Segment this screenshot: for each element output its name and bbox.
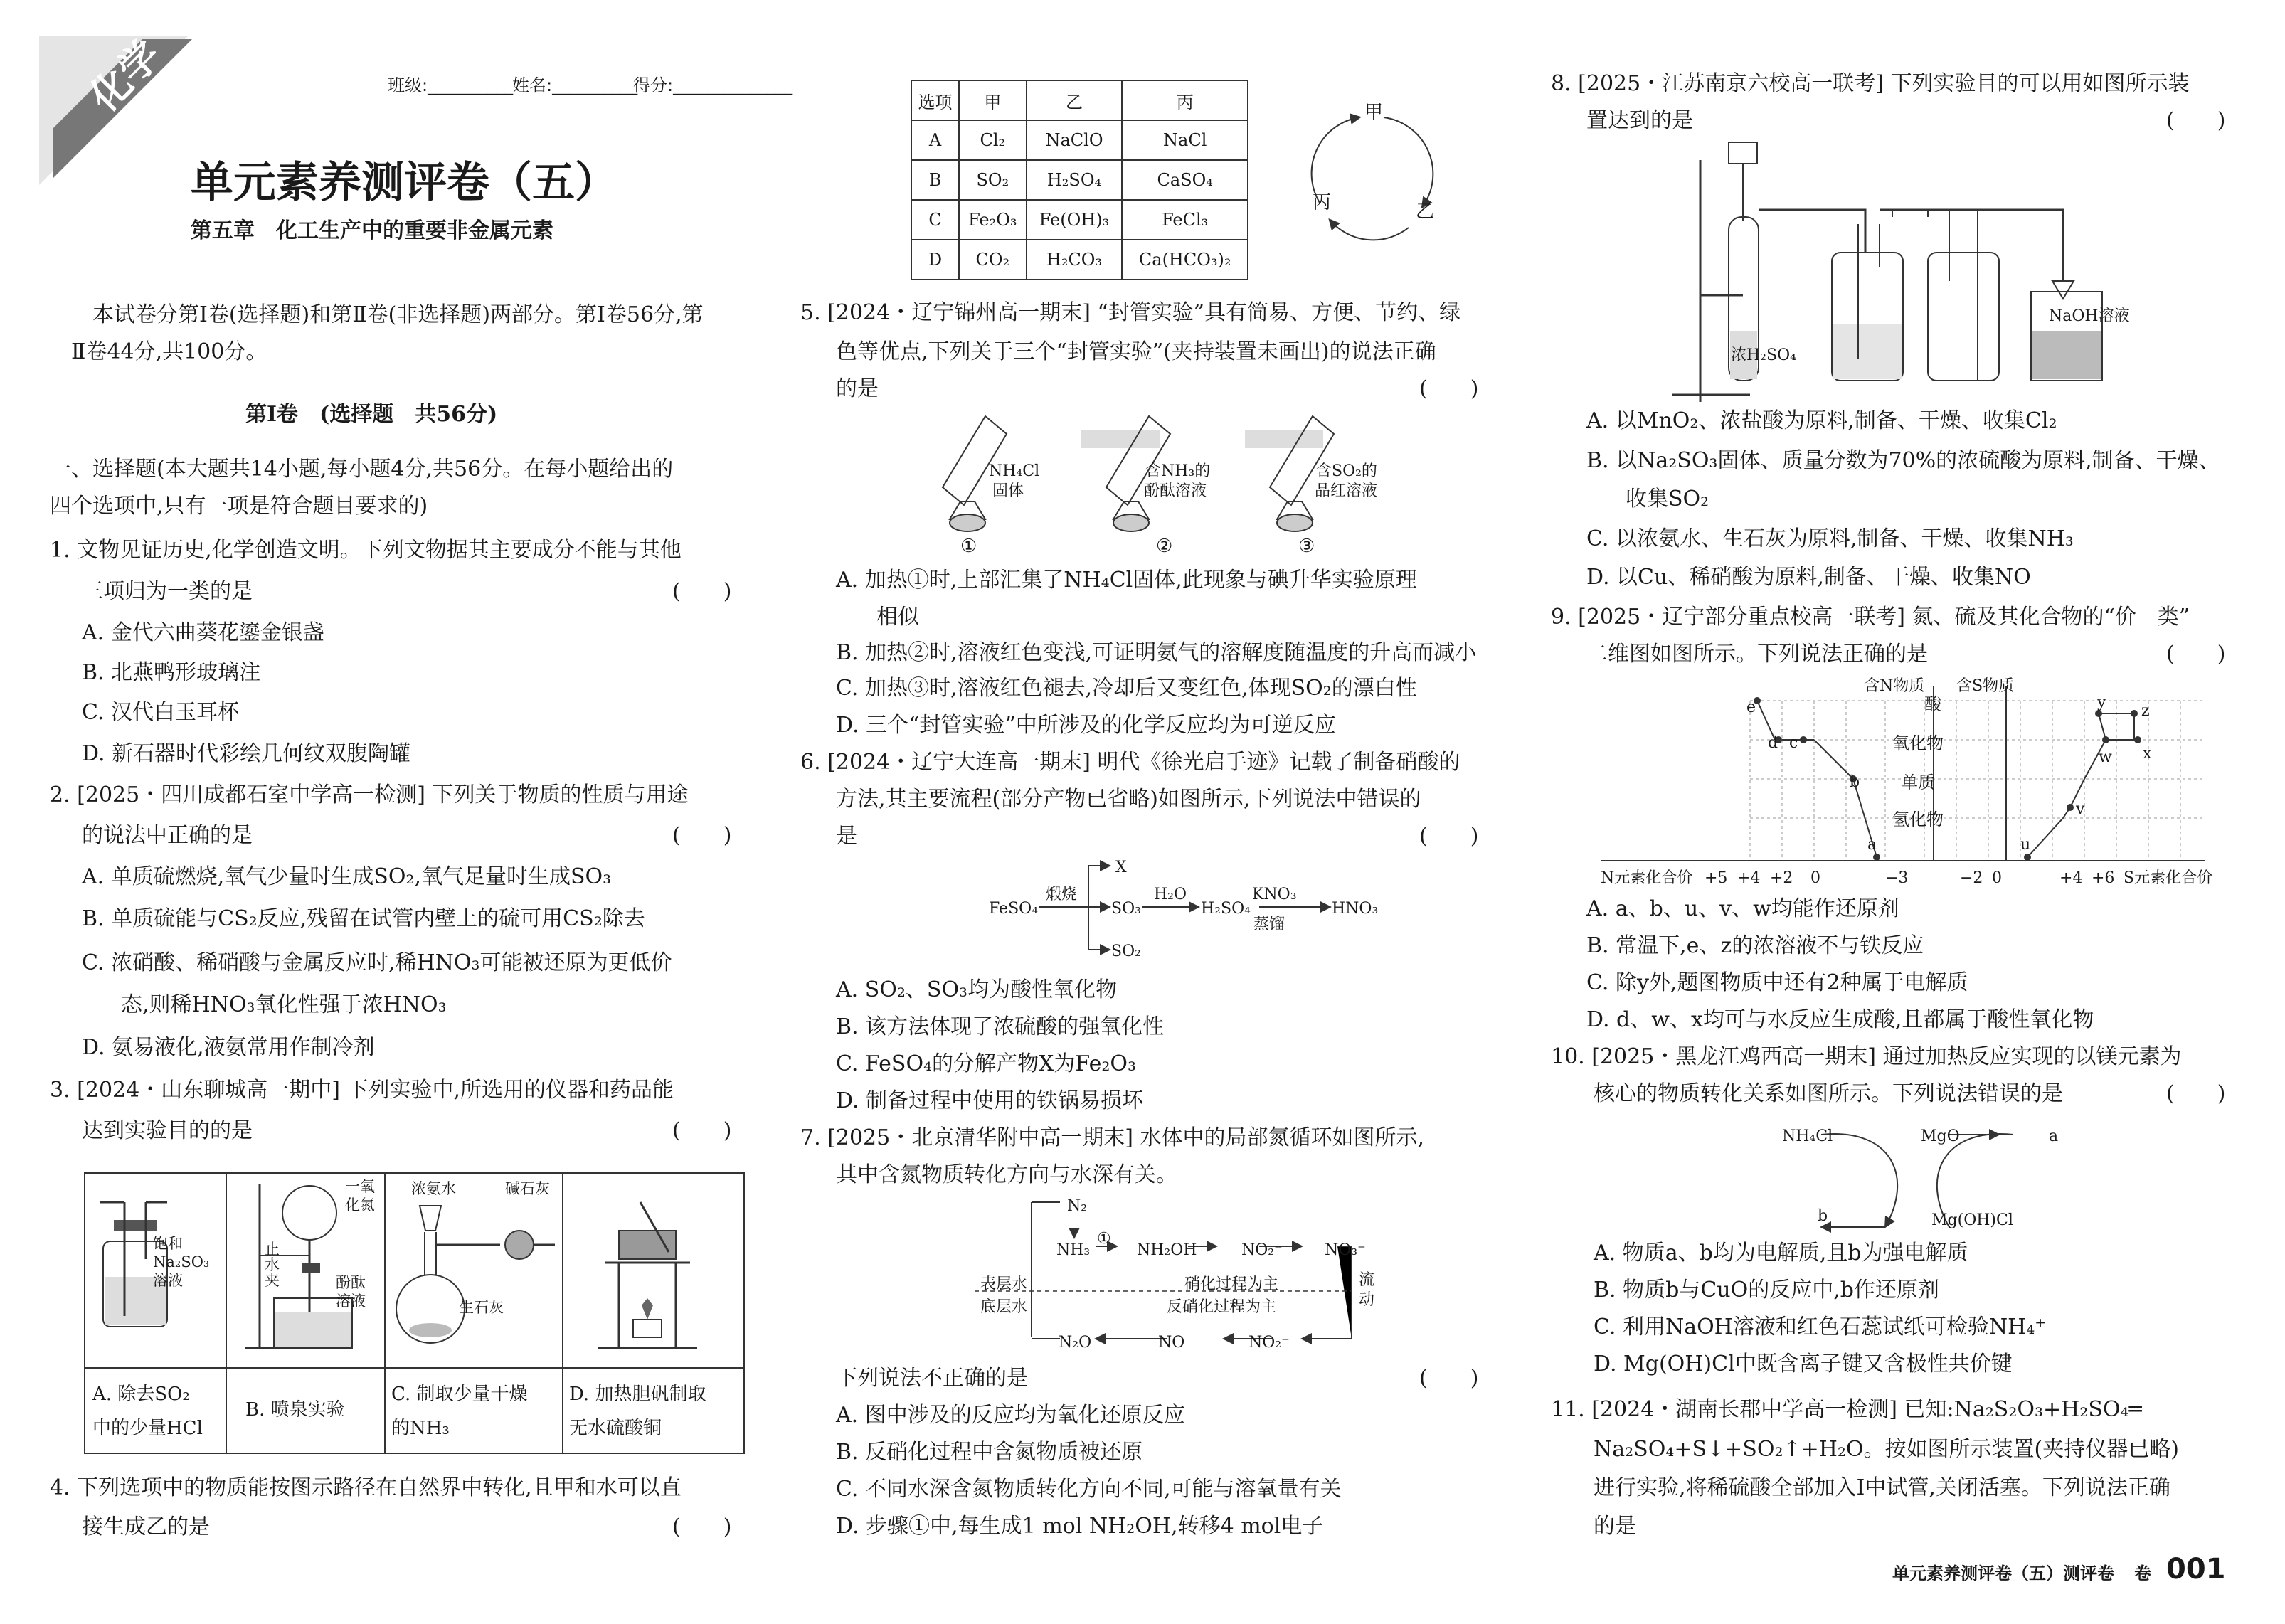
q3-apparatus-table [84,1172,745,1454]
q7-option-b[interactable]: B. 反硝化过程中含氮物质被还原 [836,1440,1143,1465]
flow-calcine: 煅烧 [1046,886,1078,903]
q3-option-a[interactable]: A. 除去SO₂ [92,1384,190,1405]
flow-so2: SO₂ [1111,943,1141,960]
q5-option-a[interactable]: A. 加热①时,上部汇集了NH₄Cl固体,此现象与碘升华实验原理 [836,568,1417,593]
q8-option-c[interactable]: C. 以浓氨水、生石灰为原料,制备、干燥、收集NH₃ [1586,526,2074,551]
y-label-left: 含N物质 [1864,677,1925,695]
category-acid: 酸 [1924,694,1941,714]
point-y: y [2097,694,2106,711]
q3-stem-2: 达到实验目的的是 [82,1118,253,1143]
tube1-label-1: NH₄Cl [989,462,1040,480]
table-cell: D [911,240,959,280]
cycle-label-yi: 乙 [1416,201,1435,223]
heating-figure [576,1195,733,1362]
page-subtitle: 第五章 化工生产中的重要非金属元素 [191,218,553,243]
a-label: a [2049,1127,2059,1145]
step1-label: ① [1097,1230,1111,1248]
q8-option-b-cont: 收集SO₂ [1626,487,1709,511]
q1-stem-2: 三项归为一类的是 [82,579,253,604]
point-u: u [2020,836,2031,854]
no2-bottom-label: NO₂⁻ [1248,1334,1290,1352]
point-w: w [2099,748,2112,766]
flow-x: X [1115,859,1127,876]
q8-stem: 8. [2025・江苏南京六校高一联考] 下列实验目的可以用如图所示装 [1551,71,2190,96]
gas-apparatus-figure [1658,139,2120,402]
x-label-right: S元素化合价 [2124,869,2213,887]
q5-stem-3: 的是 [836,376,879,401]
surface-water-label: 表层水 [980,1275,1028,1293]
denitrification-label: 反硝化过程为主 [1167,1298,1277,1316]
tube1-number: ① [960,536,977,557]
q5-stem-2: 色等优点,下列关于三个“封管实验”(夹持装置未画出)的说法正确 [836,339,1436,364]
tick-label: 0 [1810,869,1820,887]
table-cell: NaCl [1122,120,1248,160]
footer-volume: 卷 [2134,1564,2151,1583]
ammonia-figure [388,1177,562,1362]
q1-option-d[interactable]: D. 新石器时代彩绘几何纹双腹陶罐 [82,741,411,766]
q6-option-b[interactable]: B. 该方法体现了浓硫酸的强氧化性 [836,1014,1165,1039]
q6-stem-2: 方法,其主要流程(部分产物已省略)如图所示,下列说法中错误的 [836,787,1421,812]
tick-label: +5 [1705,869,1728,887]
tick-label: +2 [1770,869,1793,887]
q1-option-a[interactable]: A. 金代六曲葵花鎏金银盏 [82,620,324,645]
q4-stem: 4. 下列选项中的物质能按图示路径在自然界中转化,且甲和水可以直 [50,1475,682,1500]
flow-kno3: KNO₃ [1252,886,1297,903]
q11-stem-2: Na₂SO₄+S↓+SO₂↑+H₂O。按如图所示装置(夹持仪器已略) [1594,1437,2179,1462]
tube2-label-1: 含NH₃的 [1145,462,1211,480]
flow-distill: 蒸馏 [1253,916,1285,933]
flow-h2o: H₂O [1154,886,1187,903]
q4-stem-2: 接生成乙的是 [82,1514,210,1539]
table-cell: C [911,200,959,240]
no2-label: NO₂⁻ [1241,1241,1283,1259]
q3-option-d[interactable]: D. 加热胆矾制取 [569,1384,706,1405]
q6-option-a[interactable]: A. SO₂、SO₃均为酸性氧化物 [836,977,1118,1002]
q7-stem-2: 其中含氮物质转化方向与水深有关。 [836,1162,1177,1187]
q2-option-b[interactable]: B. 单质硫能与CS₂反应,残留在试管内壁上的硫可用CS₂除去 [82,906,645,931]
q8-option-d[interactable]: D. 以Cu、稀硝酸为原料,制备、干燥、收集NO [1586,565,2031,590]
n2o-label: N₂O [1059,1334,1092,1352]
instruction-line-2: 四个选项中,只有一项是符合题目要求的) [50,494,428,519]
fig-c-label-3: 生石灰 [459,1299,504,1316]
q3-stem: 3. [2024・山东聊城高一期中] 下列实验中,所选用的仪器和药品能 [50,1078,674,1103]
table-cell: A [911,120,959,160]
point-a: a [1867,836,1877,854]
q2-option-c[interactable]: C. 浓硝酸、稀硝酸与金属反应时,稀HNO₃可能被还原为更低价 [82,950,672,975]
fig-b-label-1: 一氧化氮 [345,1178,375,1214]
tick-label: 0 [1992,869,2002,887]
q2-option-a[interactable]: A. 单质硫燃烧,氧气少量时生成SO₂,氧气足量时生成SO₃ [82,864,612,889]
flow-h2so4: H₂SO₄ [1201,900,1251,918]
tick-label: +4 [1737,869,1761,887]
point-c: c [1789,734,1798,752]
tick-label: +6 [2092,869,2115,887]
q3-option-c-cont: 的NH₃ [391,1418,450,1439]
point-z: z [2141,702,2150,720]
q5-answer-paren[interactable]: ( ) [1419,376,1479,401]
flow-so3: SO₃ [1111,900,1141,918]
q5-stem: 5. [2024・辽宁锦州高一期末] “封管实验”具有简易、方便、节约、绿 [800,300,1461,325]
q7-stem: 7. [2025・北京清华附中高一期末] 水体中的局部氮循环如图所示, [800,1125,1424,1150]
cycle-label-jia: 甲 [1364,102,1384,123]
q9-stem-2: 二维图如图所示。下列说法正确的是 [1586,642,1928,667]
point-b: b [1850,773,1860,791]
q1-answer-paren[interactable]: ( ) [672,579,732,604]
q1-option-b[interactable]: B. 北燕鸭形玻璃注 [82,660,261,685]
q9-option-a[interactable]: A. a、b、u、v、w均能作还原剂 [1586,896,1899,921]
h2so4-label: 浓H₂SO₄ [1731,346,1796,364]
intro-line-1: 本试卷分第Ⅰ卷(选择题)和第Ⅱ卷(非选择题)两部分。第Ⅰ卷56分,第 [92,302,704,327]
naoh-label: NaOH溶液 [2049,307,2130,325]
point-v: v [2076,800,2085,818]
point-d: d [1768,734,1778,752]
tube1-label-2: 固体 [992,482,1024,500]
instruction-line-1: 一、选择题(本大题共14小题,每小题4分,共56分。在每小题给出的 [50,457,674,482]
table-cell: Cl₂ [959,120,1027,160]
category-element: 单质 [1901,773,1935,792]
score-field[interactable]: 得分:______________ [633,75,793,95]
q10-stem-2: 核心的物质转化关系如图所示。下列说法错误的是 [1594,1081,2063,1106]
name-field[interactable]: 姓名:__________ [512,75,638,95]
q6-stem: 6. [2024・辽宁大连高一期末] 明代《徐光启手迹》记载了制备硝酸的 [800,750,1460,775]
n2-label: N₂ [1067,1197,1088,1215]
flow-feso4: FeSO₄ [989,900,1039,918]
x-label-left: N元素化合价 [1601,869,1693,887]
nh2oh-label: NH₂OH [1137,1241,1197,1259]
q9-stem: 9. [2025・辽宁部分重点校高一联考] 氮、硫及其化合物的“价 类” [1551,605,2190,630]
q10-option-d[interactable]: D. Mg(OH)Cl中既含离子键又含极性共价键 [1594,1352,2013,1376]
q3-option-a-cont: 中的少量HCl [92,1418,203,1439]
page-title: 单元素养测评卷（五） [191,158,617,208]
q6-option-c[interactable]: C. FeSO₄的分解产物X为Fe₂O₃ [836,1051,1136,1076]
table-cell: Fe(OH)₃ [1027,200,1123,240]
point-x: x [2143,745,2152,763]
q6-option-d[interactable]: D. 制备过程中使用的铁锅易损坏 [836,1088,1144,1113]
tick-label: −2 [1960,869,1983,887]
q9-answer-paren[interactable]: ( ) [2166,642,2226,667]
q9-option-b[interactable]: B. 常温下,e、z的浓溶液不与铁反应 [1586,933,1924,958]
point-e: e [1746,699,1756,716]
subject-ribbon [0,0,213,213]
no-label: NO [1158,1334,1185,1352]
q4-options-table [911,80,1248,280]
q11-stem: 11. [2024・湖南长郡中学高一检测] 已知:Na₂S₂O₃+H₂SO₄═ [1551,1397,2142,1422]
q1-stem: 1. 文物见证历史,化学创造文明。下列文物据其主要成分不能与其他 [50,538,682,563]
q2-answer-paren[interactable]: ( ) [672,823,732,848]
fig-c-label-2: 碱石灰 [505,1180,550,1197]
tube3-label-1: 含SO₂的 [1316,462,1377,480]
table-cell: FeCl₃ [1122,200,1248,240]
tube2-number: ② [1156,536,1173,557]
table-header: 乙 [1027,80,1123,120]
page-number: 001 [2166,1553,2226,1586]
q8-answer-paren[interactable]: ( ) [2166,108,2226,133]
nitrification-label: 硝化过程为主 [1184,1275,1279,1293]
footer-title: 单元素养测评卷（五） [1892,1564,2063,1583]
q2-option-c-cont: 态,则稀HNO₃氧化性强于浓HNO₃ [121,992,447,1017]
flow-label: 流动 [1359,1271,1375,1309]
mgohcl-label: Mg(OH)Cl [1931,1211,2013,1229]
q7-option-a[interactable]: A. 图中涉及的反应均为氧化还原反应 [836,1403,1185,1428]
q7-option-c[interactable]: C. 不同水深含氮物质转化方向不同,可能与溶氧量有关 [836,1477,1342,1502]
q9-option-d[interactable]: D. d、w、x均可与水反应生成酸,且都属于酸性氧化物 [1586,1007,2094,1032]
q2-option-d[interactable]: D. 氨易液化,液氨常用作制冷剂 [82,1035,375,1060]
q10-option-a[interactable]: A. 物质a、b均为电解质,且b为强电解质 [1594,1241,1968,1265]
table-cell: Ca(HCO₃)₂ [1122,240,1248,280]
q7-ask: 下列说法不正确的是 [836,1366,1028,1391]
tube2-label-2: 酚酞溶液 [1144,482,1207,500]
q10-option-b[interactable]: B. 物质b与CuO的反应中,b作还原剂 [1594,1278,1939,1302]
subject-tag: 化学 [80,31,171,121]
category-oxide: 氧化物 [1892,733,1944,753]
y-label-right: 含S物质 [1956,677,2015,695]
fig-c-label-1: 浓氨水 [411,1180,456,1197]
bottom-water-label: 底层水 [980,1298,1028,1316]
tick-label: +4 [2059,869,2083,887]
nh4cl-label: NH₄Cl [1782,1127,1833,1145]
q3-option-b[interactable]: B. 喷泉实验 [245,1399,345,1421]
fig-b-label-3: 酚酞溶液 [336,1274,366,1310]
fig-a-label: 饱和Na₂SO₃溶液 [153,1235,210,1289]
table-header: 选项 [911,80,959,120]
q11-stem-3: 进行实验,将稀硫酸全部加入Ⅰ中试管,关闭活塞。下列说法正确 [1594,1475,2170,1500]
q10-option-c[interactable]: C. 利用NaOH溶液和红色石蕊试纸可检验NH₄⁺ [1594,1315,2047,1339]
q3-option-c[interactable]: C. 制取少量干燥 [391,1384,528,1405]
tube3-label-2: 品红溶液 [1315,482,1378,500]
q8-option-a[interactable]: A. 以MnO₂、浓盐酸为原料,制备、干燥、收集Cl₂ [1586,408,2057,433]
table-cell: H₂CO₃ [1027,240,1123,280]
q5-option-d[interactable]: D. 三个“封管实验”中所涉及的化学反应均为可逆反应 [836,713,1336,738]
cycle-label-bing: 丙 [1313,192,1332,213]
q5-option-b[interactable]: B. 加热②时,溶液红色变浅,可证明氨气的溶解度随温度的升高而减小 [836,640,1477,665]
class-field[interactable]: 班级:__________ [388,75,514,95]
q2-stem-2: 的说法中正确的是 [82,823,253,848]
q6-stem-3: 是 [836,824,857,849]
tick-label: −3 [1885,869,1909,887]
intro-line-2: Ⅱ卷44分,共100分。 [71,339,267,364]
q6-answer-paren[interactable]: ( ) [1419,824,1479,849]
table-header: 丙 [1122,80,1248,120]
flow-hno3: HNO₃ [1332,900,1379,918]
footer-type: 测评卷 [2063,1564,2114,1583]
table-cell: B [911,160,959,200]
table-header: 甲 [959,80,1027,120]
table-cell: CaSO₄ [1122,160,1248,200]
q5-option-a-cont: 相似 [876,605,919,630]
q8-stem-2: 置达到的是 [1586,108,1693,133]
table-cell: H₂SO₄ [1027,160,1123,200]
mgo-label: MgO [1921,1127,1960,1145]
section-title: 第Ⅰ卷 (选择题 共56分) [245,402,498,427]
q8-option-b[interactable]: B. 以Na₂SO₃固体、质量分数为70%的浓硫酸为原料,制备、干燥、 [1586,448,2220,473]
fig-b-label-2: 止水夹 [265,1241,280,1289]
table-cell: CO₂ [959,240,1027,280]
q11-stem-4: 的是 [1594,1514,1636,1539]
b-label: b [1818,1207,1828,1225]
nitric-acid-flow [989,857,1387,971]
q10-stem: 10. [2025・黑龙江鸡西高一期末] 通过加热反应实现的以镁元素为 [1551,1044,2182,1069]
no3-label: NO₃⁻ [1325,1241,1366,1259]
q9-option-c[interactable]: C. 除y外,题图物质中还有2种属于电解质 [1586,970,1968,995]
q7-option-d[interactable]: D. 步骤①中,每生成1 mol NH₂OH,转移4 mol电子 [836,1514,1324,1539]
q2-stem: 2. [2025・四川成都石室中学高一检测] 下列关于物质的性质与用途 [50,782,689,807]
q7-answer-paren[interactable]: ( ) [1419,1366,1479,1391]
q3-answer-paren[interactable]: ( ) [672,1118,732,1143]
q5-option-c[interactable]: C. 加热③时,溶液红色褪去,冷却后又变红色,体现SO₂的漂白性 [836,676,1417,701]
table-cell: NaClO [1027,120,1123,160]
category-hydride: 氢化物 [1892,810,1944,829]
nh3-label: NH₃ [1056,1241,1091,1259]
tube3-number: ③ [1298,536,1315,557]
q3-option-d-cont: 无水硫酸铜 [569,1418,662,1439]
table-cell: Fe₂O₃ [959,200,1027,240]
table-cell: SO₂ [959,160,1027,200]
q4-answer-paren[interactable]: ( ) [672,1514,732,1539]
q10-answer-paren[interactable]: ( ) [2166,1081,2226,1106]
q1-option-c[interactable]: C. 汉代白玉耳杯 [82,700,239,725]
